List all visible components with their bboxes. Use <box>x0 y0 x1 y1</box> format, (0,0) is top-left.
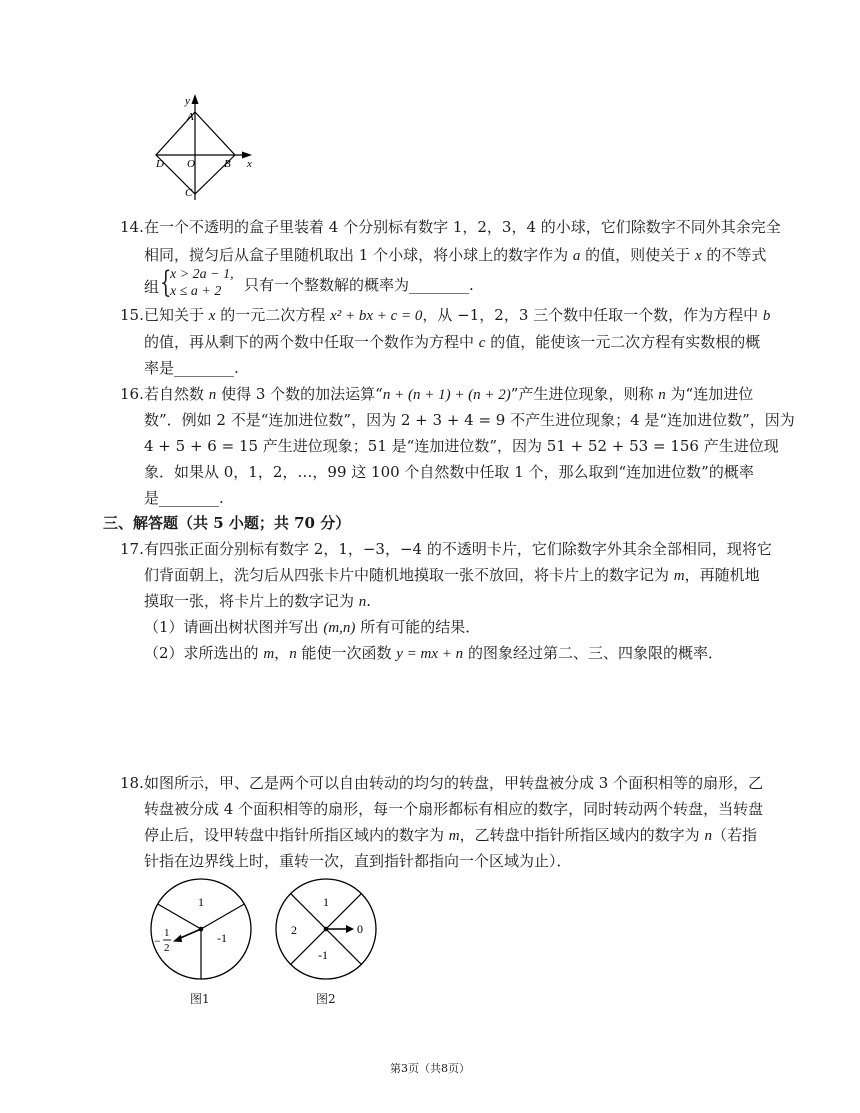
q17-line1: 有四张正面分别标有数字 2，1，−3，−4 的不透明卡片，它们除数字外其余全部相同，现将它 <box>144 540 772 558</box>
q17-number: 17. <box>120 540 144 558</box>
page-footer: 第3页（共8页） <box>390 1062 470 1075</box>
q16-line1: 若自然数 n 使得 3 个数的加法运算“n + (n + 1) + (n + 2)”产生进位现象，则称 n 为“连加进位 <box>144 385 754 403</box>
q18-line2: 转盘被分成 4 个面积相等的扇形，每一个扇形都标有相应的数字，同时转动两个转盘，当转盘 <box>144 800 764 818</box>
label-A: A <box>187 111 194 123</box>
q17-line2: 们背面朝上，洗匀后从四张卡片中随机地摸取一张不放回，将卡片上的数字记为 m，再随机地 <box>144 566 760 584</box>
q18-line1: 如图所示，甲、乙是两个可以自由转动的均匀的转盘，甲转盘被分成 3 个面积相等的扇形，乙 <box>144 774 764 792</box>
section-title: 三、解答题（共 5 小题；共 70 分） <box>103 514 351 532</box>
q17-part1: （1）请画出树状图并写出 (m,n) 所有可能的结果． <box>144 618 481 636</box>
q16-line5: 是________. <box>144 489 224 507</box>
label-y: y <box>185 95 190 107</box>
q16-line2: 数”．例如 2 不是“连加进位数”，因为 2 + 3 + 4 = 9 不产生进位现象；4 是“连加进位数”，因为 <box>144 411 795 429</box>
spinner2-bottom: -1 <box>318 948 328 962</box>
label-O: O <box>187 158 195 170</box>
spinner2-left: 2 <box>291 923 297 937</box>
q15-number: 15. <box>120 306 144 324</box>
q15-line1: 已知关于 x 的一元二次方程 x² + bx + c = 0，从 −1，2，3 三个数中任取一个数，作为方程中 b <box>144 306 771 324</box>
q15-line2: 的值，再从剩下的两个数中任取一个数作为方程中 c 的值，能使该一元二次方程有实数根的概 <box>144 333 761 351</box>
figure1-caption: 图1 <box>190 992 210 1006</box>
spinner1-left-num: 1 <box>164 927 170 939</box>
q16-number: 16. <box>120 385 144 403</box>
q14-line1: 在一个不透明的盒子里装着 4 个分别标有数字 1，2，3，4 的小球，它们除数字不同外其余完全 <box>144 218 781 236</box>
label-C: C <box>185 187 193 199</box>
spinner-1 <box>148 876 256 984</box>
label-D: D <box>156 158 164 170</box>
q18-line4: 针指在边界线上时，重转一次，直到指针都指向一个区域为止）． <box>144 852 572 870</box>
q18-line3: 停止后，设甲转盘中指针所指区域内的数字为 m，乙转盘中指针所指区域内的数字为 n（若指 <box>144 826 757 844</box>
spinner1-left-minus: − <box>154 934 161 948</box>
q15-line3: 率是________. <box>144 359 239 377</box>
q16-line4: 象．如果从 0，1，2，…，99 这 100 个自然数中任取 1 个，那么取到“连加进位数”的概率 <box>144 463 754 481</box>
axes-rhombus-figure <box>150 92 260 202</box>
q14-line3-tail: 只有一个整数解的概率为________. <box>244 276 474 294</box>
q14-line2: 相同，搅匀后从盒子里随机取出 1 个小球，将小球上的数字作为 a 的值，则使关于 x 的不等式 <box>144 246 767 264</box>
q14-number: 14. <box>120 218 144 236</box>
spinner1-top: 1 <box>198 895 204 909</box>
q17-part2: （2）求所选出的 m，n 能使一次函数 y = mx + n 的图象经过第二、三、四象限的概率． <box>144 644 723 662</box>
label-x: x <box>247 158 252 170</box>
spinner1-left-den: 2 <box>164 942 170 954</box>
spinner2-right: 0 <box>357 922 363 936</box>
q18-number: 18. <box>120 774 144 792</box>
spinner1-right: -1 <box>217 931 227 945</box>
spinner-2 <box>273 876 381 984</box>
q16-line3: 4 + 5 + 6 = 15 产生进位现象；51 是“连加进位数”，因为 51 + 52 + 53 = 156 产生进位现 <box>144 437 779 455</box>
figure2-caption: 图2 <box>316 992 336 1006</box>
spinner2-top: 1 <box>323 895 329 909</box>
q14-line3: 组 <box>144 278 160 296</box>
q17-line3: 摸取一张，将卡片上的数字记为 n. <box>144 592 372 610</box>
label-B: B <box>224 158 231 170</box>
